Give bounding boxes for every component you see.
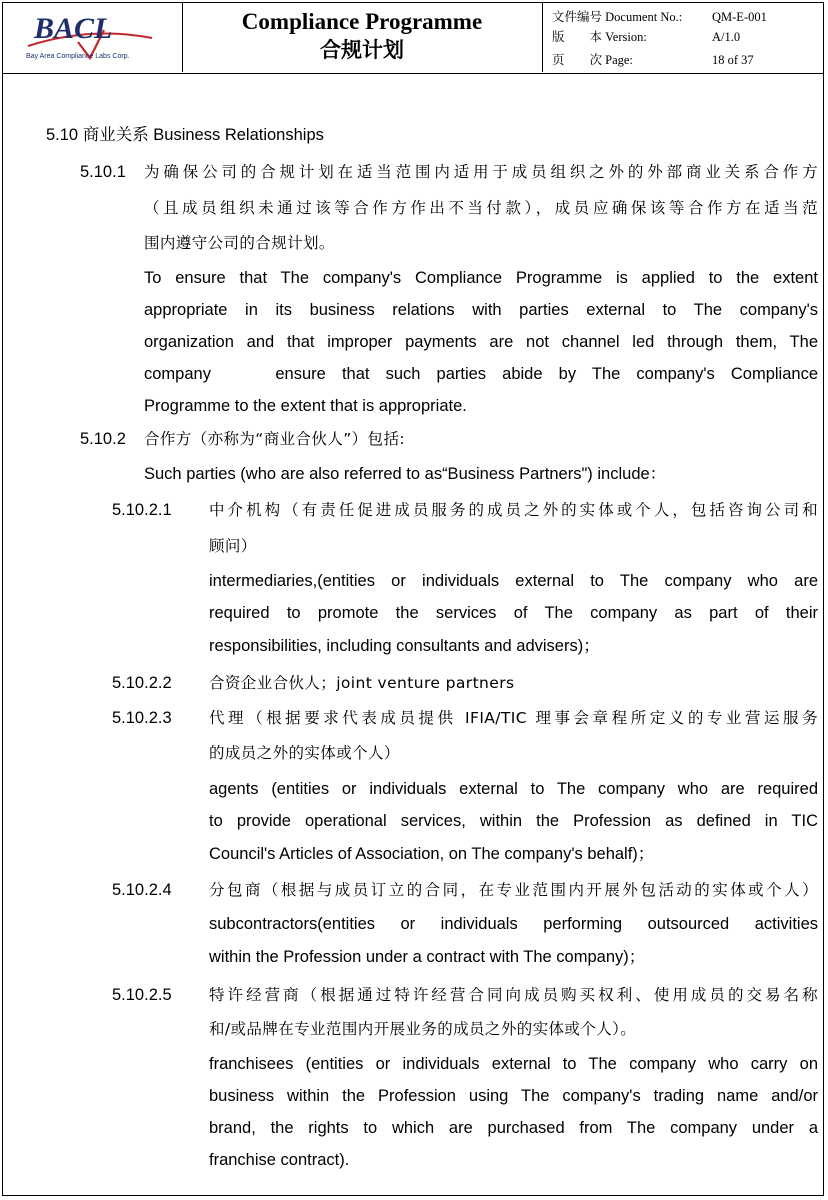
doc-title-en: Compliance Programme <box>241 9 483 34</box>
item-text-zh: 代理（根据要求代表成员提供 IFIA/TIC 理事会章程所定义的专业营运服务 <box>209 709 818 727</box>
item-number: 5.10.2.3 <box>112 709 172 727</box>
doc-number-value: QM-E-001 <box>712 10 767 24</box>
item-text-en: subcontractors(entities or individuals performing outsourced activities <box>209 915 818 933</box>
clause-text-zh: 围内遵守公司的合规计划。 <box>144 234 335 252</box>
item-text-en: Council's Articles of Association, on The company's behalf)； <box>209 845 655 863</box>
item-text-zh: 中介机构（有责任促进成员服务的成员之外的实体或个人，包括咨询公司和 <box>209 501 818 519</box>
item-text-en: required to promote the services of The company as part of their <box>209 604 818 622</box>
item-text-zh: 特许经营商（根据通过特许经营合同向成员购买权利、使用成员的交易名称 <box>209 986 818 1004</box>
clause-text-zh: （且成员组织未通过该等合作方作出不当付款），成员应确保该等合作方在适当范 <box>144 199 818 217</box>
clause-text-zh: 合作方（亦称为“商业合伙人”）包括: <box>144 430 405 448</box>
item-text-en: brand, the rights to which are purchased from The company under a <box>209 1119 818 1137</box>
doc-title-zh: 合规计划 <box>320 38 404 62</box>
clause-text-en: To ensure that The company's Compliance Programme is applied to the extent <box>144 269 818 287</box>
title-cell <box>182 2 543 72</box>
item-text-en: agents (entities or individuals external to The company who are required <box>209 780 818 798</box>
item-text-zh: 合资企业合伙人；joint venture partners <box>209 674 515 692</box>
clause-text-zh: 为确保公司的合规计划在适当范围内适用于成员组织之外的外部商业关系合作方 <box>144 163 818 181</box>
page-row <box>552 52 754 68</box>
item-text-zh: 和/或品牌在专业范围内开展业务的成员之外的实体或个人）。 <box>209 1020 637 1038</box>
clause-text-en: company ensure that such parties abide by The company's Compliance <box>144 365 818 383</box>
meta-cell <box>542 2 824 72</box>
clause-number: 5.10.1 <box>80 163 126 181</box>
bacl-logo <box>20 8 160 64</box>
logo-subtext: Bay Area Compliance Labs Corp. <box>26 53 130 60</box>
clause-text-en: Such parties (who are also referred to as“Business Partners") include： <box>144 465 667 483</box>
item-number: 5.10.2.2 <box>112 674 172 692</box>
item-text-zh: 顾问） <box>209 537 257 555</box>
item-text-en: intermediaries,(entities or individuals external to The company who are <box>209 572 818 590</box>
item-text-en: franchisees (entities or individuals external to The company who carry on <box>209 1055 818 1073</box>
version-value: A/1.0 <box>712 30 741 44</box>
clause-text-en: Programme to the extent that is appropriate. <box>144 397 467 415</box>
document-header <box>2 2 824 74</box>
logo-wordmark: BACL <box>34 12 113 45</box>
item-number: 5.10.2.1 <box>112 501 172 519</box>
item-text-en: business within the Profession using The company's trading name and/or <box>209 1087 818 1105</box>
version-row <box>552 29 740 45</box>
item-number: 5.10.2.5 <box>112 986 172 1004</box>
clause-text-en: appropriate in its business relations with parties external to The company's <box>144 301 818 319</box>
item-text-en: franchise contract). <box>209 1151 350 1169</box>
doc-number-row <box>552 9 767 25</box>
item-text-zh: 分包商（根据与成员订立的合同，在专业范围内开展外包活动的实体或个人） <box>209 881 818 899</box>
item-text-zh: 的成员之外的实体或个人） <box>209 744 400 762</box>
clause-number: 5.10.2 <box>80 430 126 448</box>
section-heading: 5.10 商业关系 Business Relationships <box>46 126 324 144</box>
clause-text-en: organization and that improper payments are not channel led through them, The <box>144 333 818 351</box>
version-label: 版 本 Version: <box>552 30 647 44</box>
item-text-en: to provide operational services, within the Profession as defined in TIC <box>209 812 818 830</box>
page-value: 18 of 37 <box>712 53 754 67</box>
doc-number-label: 文件编号 Document No.: <box>552 10 683 24</box>
logo-cell <box>2 2 183 72</box>
page-label: 页 次 Page: <box>552 53 633 67</box>
item-text-en: responsibilities, including consultants and advisers)； <box>209 637 600 655</box>
item-number: 5.10.2.4 <box>112 881 172 899</box>
item-text-en: within the Profession under a contract with The company)； <box>209 948 646 966</box>
